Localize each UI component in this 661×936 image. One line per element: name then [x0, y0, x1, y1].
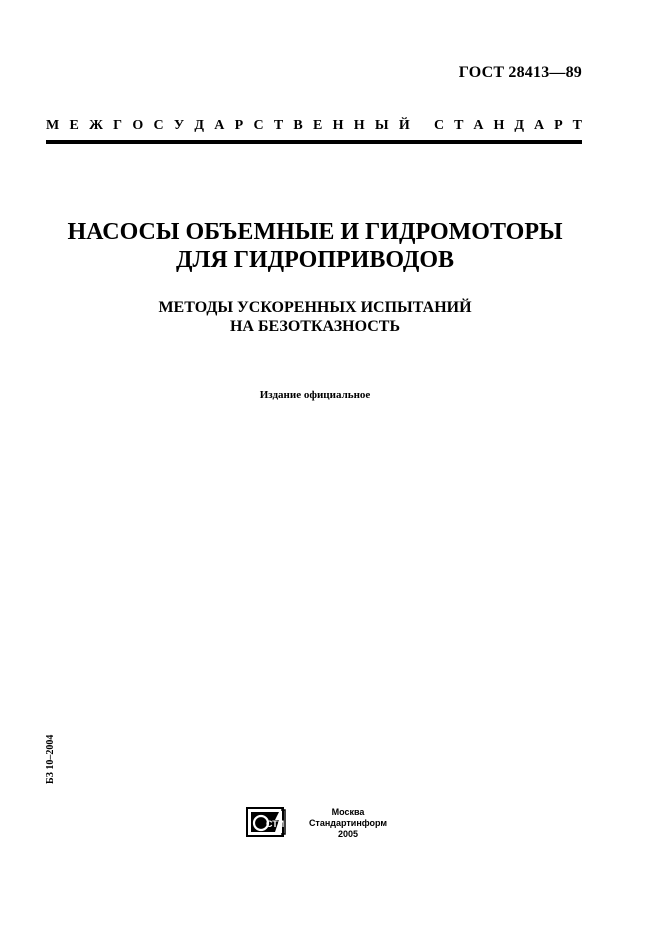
spaced-letter: Е: [69, 118, 79, 133]
standartinform-logo-icon: [245, 806, 287, 838]
spaced-letter: В: [293, 118, 303, 133]
spaced-letter: С: [434, 118, 445, 133]
catalog-code: БЗ 10–2004: [45, 734, 56, 784]
publisher-block: [308, 807, 388, 840]
spaced-letter: А: [473, 118, 484, 133]
title-line-1: НАСОСЫ ОБЪЕМНЫЕ И ГИДРОМОТОРЫ: [67, 219, 563, 245]
spaced-letter: Н: [332, 118, 344, 133]
spaced-letter: С: [253, 118, 264, 133]
interstate-word: [46, 118, 410, 134]
spaced-letter: С: [153, 118, 164, 133]
spaced-letter: Н: [353, 118, 365, 133]
logo-text: СТИ: [266, 819, 285, 829]
edition-note: Издание официальное: [259, 389, 371, 401]
publisher-year: 2005: [337, 829, 359, 839]
document-title: [0, 218, 630, 274]
spaced-letter: Й: [398, 118, 410, 133]
title-line-2: ДЛЯ ГИДРОПРИВОДОВ: [175, 247, 455, 273]
header-rule: [46, 140, 582, 144]
document-subtitle: [0, 298, 630, 336]
spaced-letter: Т: [572, 118, 582, 133]
subtitle-line-1: МЕТОДЫ УСКОРЕННЫХ ИСПЫТАНИЙ: [158, 299, 472, 316]
spaced-letter: У: [173, 118, 185, 133]
spaced-letter: Ы: [374, 118, 389, 133]
spaced-letter: Ж: [89, 118, 103, 133]
spaced-letter: А: [533, 118, 545, 133]
publisher-name: Стандартинформ: [308, 818, 388, 828]
standard-word: [434, 118, 582, 134]
interstate-standard-label: [46, 118, 582, 134]
spaced-letter: Г: [113, 118, 123, 133]
spaced-letter: Р: [554, 118, 563, 133]
publisher-city: Москва: [331, 807, 365, 817]
subtitle-line-2: НА БЕЗОТКАЗНОСТЬ: [229, 318, 401, 335]
spaced-letter: Д: [514, 118, 524, 133]
spaced-letter: М: [46, 118, 60, 133]
spaced-letter: А: [214, 118, 225, 133]
spaced-letter: Т: [454, 118, 464, 133]
spaced-letter: Е: [313, 118, 323, 133]
spaced-letter: О: [132, 118, 144, 133]
spaced-letter: Р: [234, 118, 244, 133]
spaced-letter: Н: [493, 118, 505, 133]
spaced-letter: Д: [194, 118, 205, 133]
gost-number: ГОСТ 28413—89: [458, 64, 582, 81]
spaced-letter: Т: [273, 118, 284, 133]
